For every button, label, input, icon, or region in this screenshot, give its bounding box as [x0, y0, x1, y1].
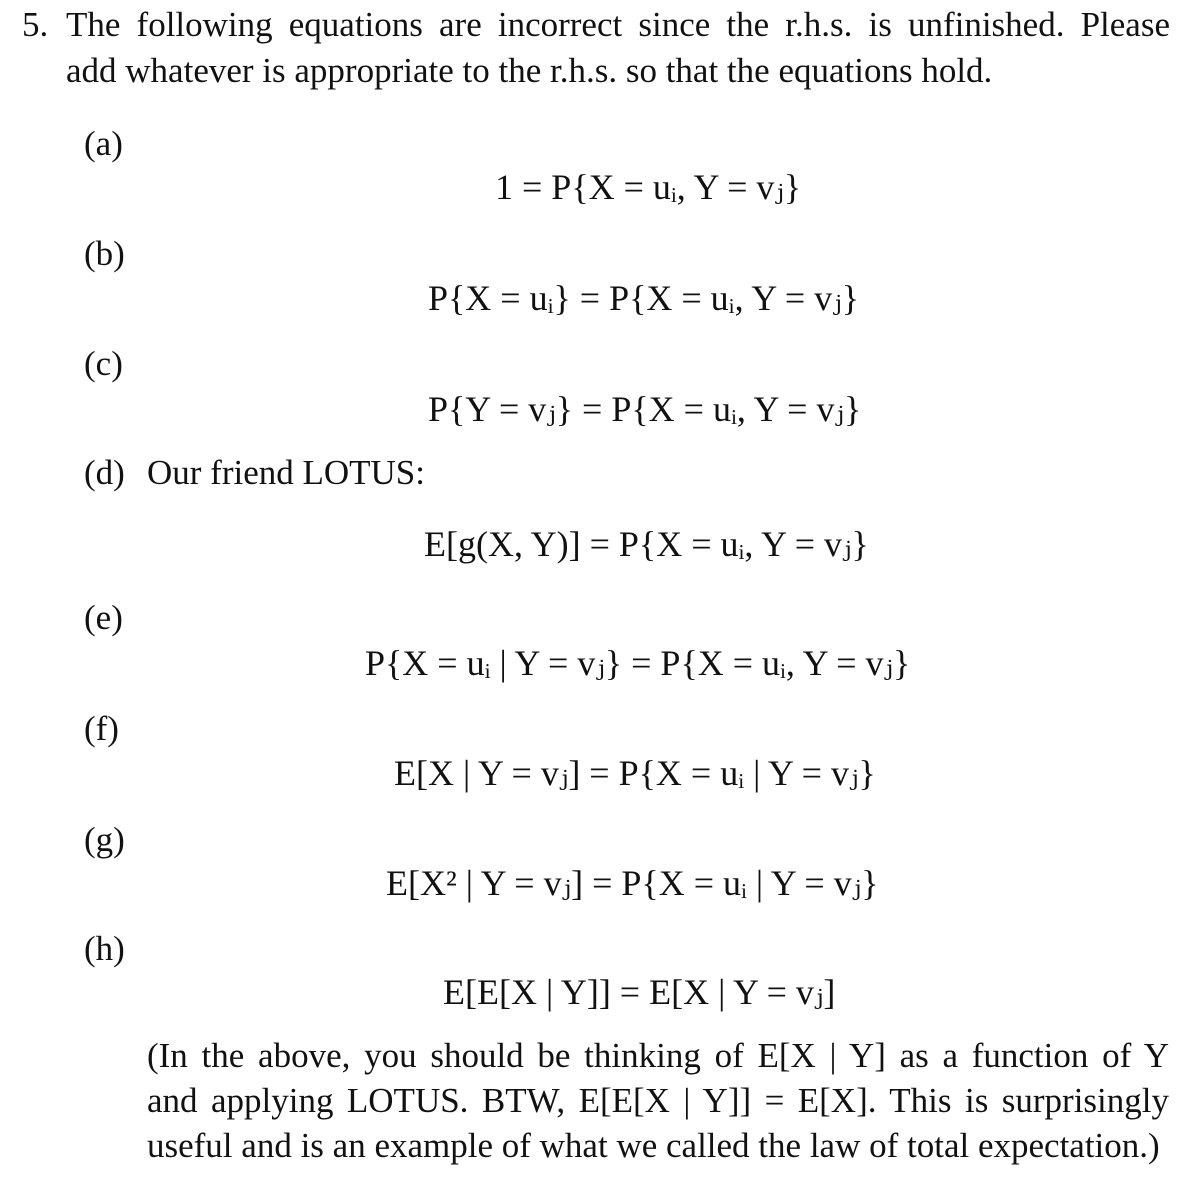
item-label-b: (b): [84, 234, 125, 273]
equation-c: P{Y = vⱼ} = P{X = uᵢ, Y = vⱼ}: [428, 389, 862, 429]
equation-d: E[g(X, Y)] = P{X = uᵢ, Y = vⱼ}: [424, 524, 869, 564]
note-line-1: (In the above, you should be thinking of E[X | Y] as a function of Y: [147, 1036, 1169, 1075]
problem-text-line-1: The following equations are incorrect since the r.h.s. is unfinished. Please: [66, 5, 1170, 44]
equation-e: P{X = uᵢ | Y = vⱼ} = P{X = uᵢ, Y = vⱼ}: [365, 643, 911, 683]
item-label-d: (d): [84, 453, 125, 492]
item-label-c: (c): [84, 344, 123, 383]
note-line-3: useful and is an example of what we called the law of total expectation.): [147, 1126, 1160, 1165]
note-line-2: and applying LOTUS. BTW, E[E[X | Y]] = E[X]. This is surprisingly: [147, 1081, 1169, 1120]
item-label-g: (g): [84, 820, 125, 859]
item-label-h: (h): [84, 929, 125, 968]
item-title-d: Our friend LOTUS:: [147, 453, 426, 492]
equation-f: E[X | Y = vⱼ] = P{X = uᵢ | Y = vⱼ}: [394, 753, 876, 793]
equation-g: E[X² | Y = vⱼ] = P{X = uᵢ | Y = vⱼ}: [386, 863, 879, 903]
equation-a: 1 = P{X = uᵢ, Y = vⱼ}: [495, 167, 802, 207]
equation-h: E[E[X | Y]] = E[X | Y = vⱼ]: [443, 972, 836, 1012]
item-label-f: (f): [84, 709, 119, 748]
item-label-e: (e): [84, 598, 123, 637]
problem-text-line-2: add whatever is appropriate to the r.h.s. so that the equations hold.: [66, 51, 993, 90]
equation-b: P{X = uᵢ} = P{X = uᵢ, Y = vⱼ}: [428, 278, 859, 318]
item-label-a: (a): [84, 124, 123, 163]
problem-number: 5.: [22, 5, 49, 44]
explanatory-note: [147, 1033, 1169, 1168]
